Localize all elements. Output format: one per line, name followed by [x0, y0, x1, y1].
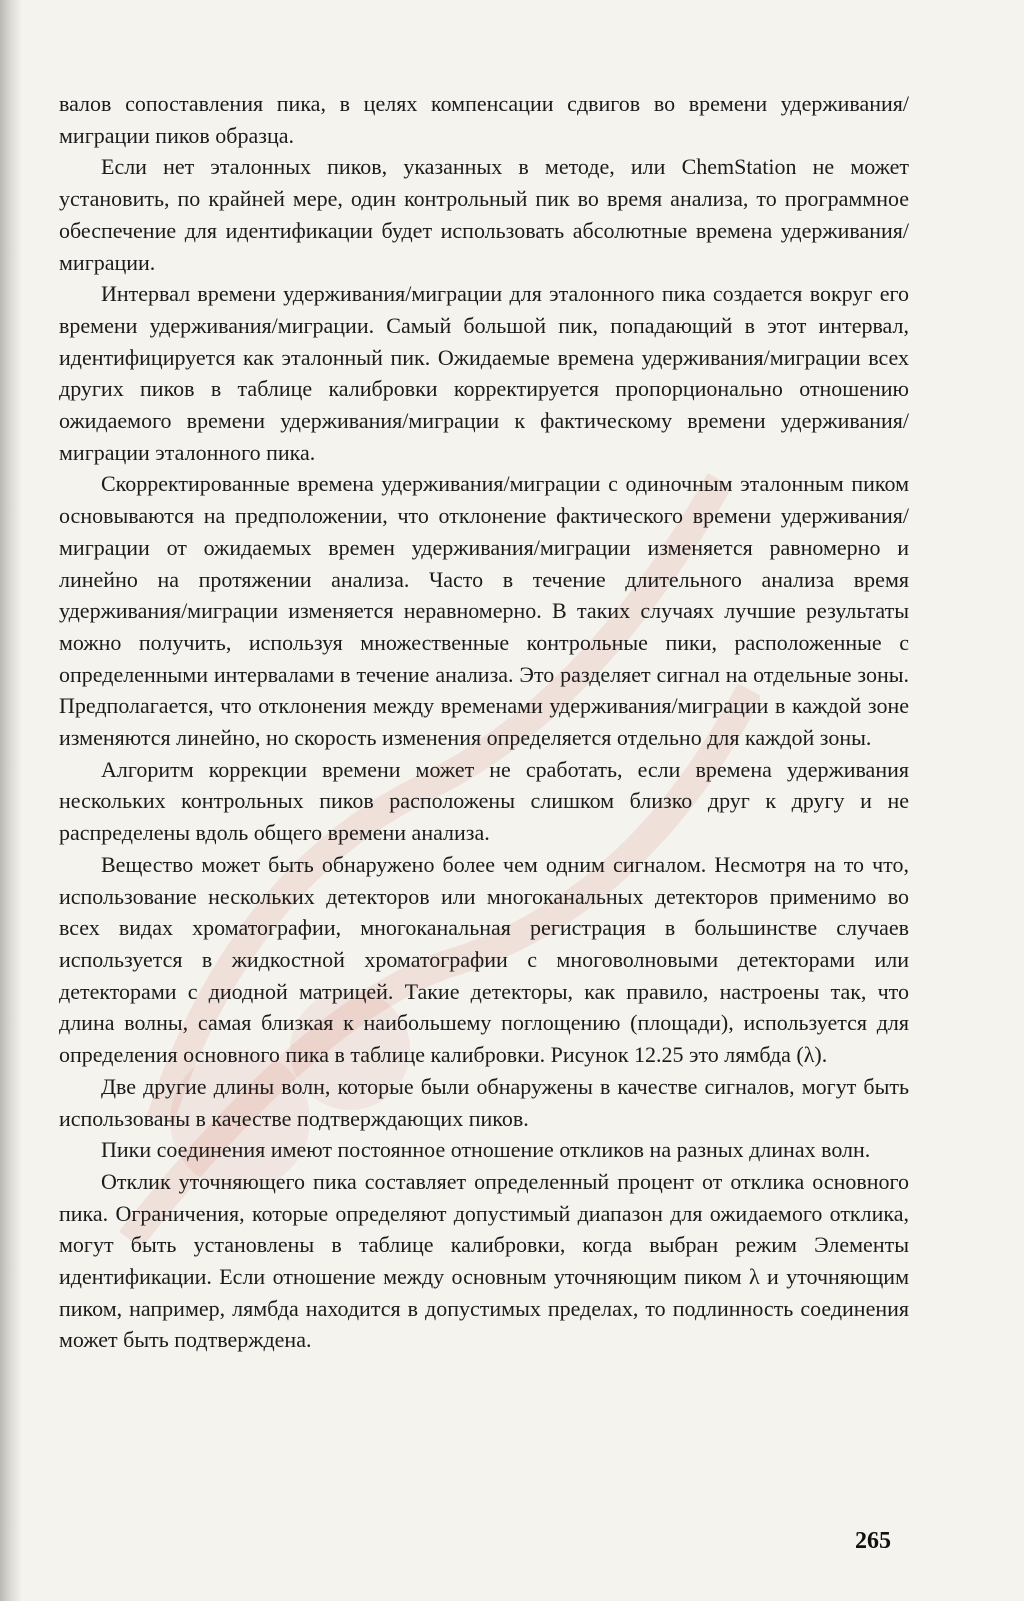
paragraph-continued: валов сопоставления пика, в целях компенсации сдвигов во времени удерживания/миграции пиков образца.: [59, 91, 909, 148]
paragraph: Пики соединения имеют постоянное отношение откликов на разных длинах волн.: [101, 1137, 871, 1163]
paragraph: Вещество может быть обнаружено более чем одним сигналом. Несмотря на то что, использование нескольких детекторов или многоканальных детекторов применимо во всех видах хроматографии, многоканальная регистрация в большинстве случаев используется в жидкостной хроматографии с многоволновыми детекторами или детекторами с диодной матрицей. Такие детекторы, как правило, настроены так, что длина волны, самая близкая к наибольшему поглощению (площади), используется для определения основного пика в таблице калибровки. Рисунок 12.25 это лямбда (λ).: [59, 851, 909, 1068]
body-text: [59, 88, 909, 1356]
paragraph: Отклик уточняющего пика составляет определенный процент от отклика основного пика. Ограничения, которые определяют допустимый диапазон для ожидаемого отклика, могут быть установлены в таблице калибровки, когда выбран режим Элементы идентификации. Если отношение между основным уточняющим пиком λ и уточняющим пиком, например, лямбда находится в допустимых пределах, то подлинность соединения может быть подтверждена.: [59, 1168, 909, 1353]
paragraph: Две другие длины волн, которые были обнаружены в качестве сигналов, могут быть использованы в качестве подтверждающих пиков.: [59, 1073, 909, 1131]
paragraph: Алгоритм коррекции времени может не сработать, если времена удерживания нескольких контрольных пиков расположены слишком близко друг к другу и не распределены вдоль общего времени анализа.: [59, 756, 909, 846]
paragraph: Интервал времени удерживания/миграции для эталонного пика создается вокруг его времени удерживания/миграции. Самый большой пик, попадающий в этот интервал, идентифицируется как эталонный пик. Ожидаемые времена удерживания/миграции всех других пиков в таблице калибровки корректируется пропорционально отношению ожидаемого времени удерживания/миграции к фактическому времени удерживания/миграции эталонного пика.: [59, 281, 909, 465]
paragraph: Скорректированные времена удерживания/миграции с одиночным эталонным пиком основываются на предположении, что отклонение фактического времени удерживания/миграции от ожидаемых времен удерживания/миграции изменяется равномерно и линейно на протяжении анализа. Часто в течение длительного анализа время удерживания/миграции изменяется неравномерно. В таких случаях лучшие результаты можно получить, используя множественные контрольные пики, расположенные с определенными интервалами в течение анализа. Это разделяет сигнал на отдельные зоны. Предполагается, что отклонения между временами удерживания/миграции в каждой зоне изменяются линейно, но скорость изменения определяется отдельно для каждой зоны.: [59, 471, 909, 751]
paragraph: Если нет эталонных пиков, указанных в методе, или ChemStation не может установить, по крайней мере, один контрольный пик во время анализа, то программное обеспечение для идентификации будет использовать абсолютные времена удерживания/миграции.: [59, 154, 909, 275]
page-number: 265: [855, 1528, 891, 1554]
book-gutter-shadow: [0, 0, 22, 1601]
